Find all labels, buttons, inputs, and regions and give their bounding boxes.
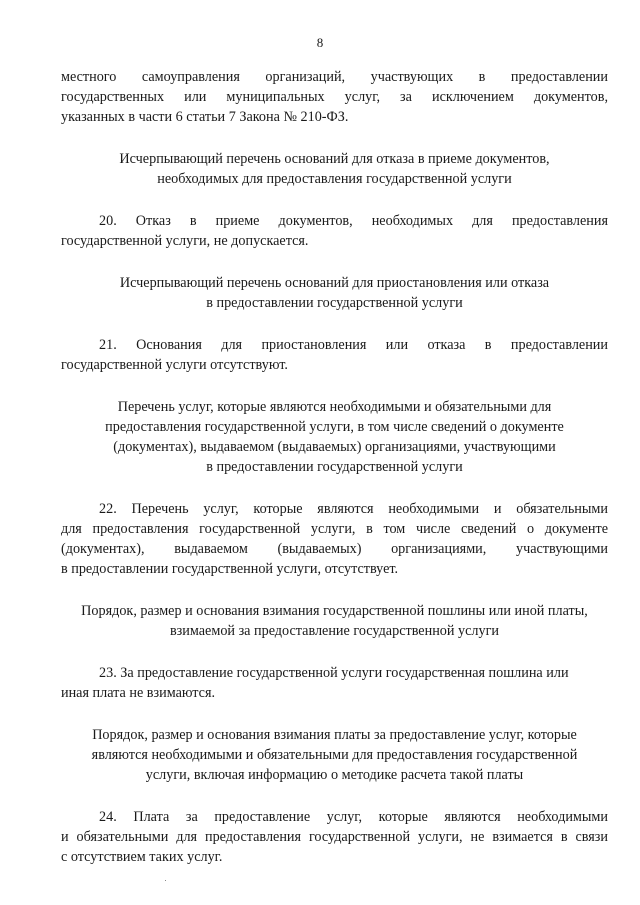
heading-line: Исчерпывающий перечень оснований для приостановления или отказа <box>119 275 550 291</box>
text-line: иная плата не взимаются. <box>61 685 216 701</box>
paragraph-24 <box>61 807 608 867</box>
heading-line: являются необходимыми и обязательными для предоставления государственной <box>91 747 578 763</box>
heading-line: Исчерпывающий перечень оснований для отказа в приеме документов, <box>119 151 550 167</box>
heading-line: Порядок, размер и основания взимания государственной пошлины или иной платы, <box>81 603 588 619</box>
scan-speck <box>165 880 166 881</box>
document-body <box>61 67 608 867</box>
paragraph-23 <box>61 663 608 703</box>
heading-line: (документах), выдаваемом (выдаваемых) организациями, участвующими <box>113 439 556 455</box>
heading-line: необходимых для предоставления государственной услуги <box>157 171 512 187</box>
text-line: 24. Плата за предоставление услуг, которые являются необходимыми <box>99 809 608 825</box>
text-line: государственной услуги отсутствуют. <box>61 357 288 373</box>
heading-line: услуги, включая информацию о методике расчета такой платы <box>145 767 524 783</box>
text-line: и обязательными для предоставления государственной услуги, не взимается в связи <box>61 829 608 845</box>
text-line: указанных в части 6 статьи 7 Закона № 210-ФЗ. <box>61 109 349 125</box>
heading-line: предоставления государственной услуги, в том числе сведений о документе <box>105 419 564 435</box>
text-line: 20. Отказ в приеме документов, необходимых для предоставления <box>99 213 608 229</box>
section-heading-state-fee <box>61 601 608 641</box>
text-line: 23. За предоставление государственной услуги государственная пошлина или <box>99 665 569 681</box>
text-line: государственной услуги, не допускается. <box>61 233 309 249</box>
heading-line: взимаемой за предоставление государственной услуги <box>169 623 499 639</box>
section-heading-suspension <box>61 273 608 313</box>
text-line: 22. Перечень услуг, которые являются необходимыми и обязательными <box>99 501 608 517</box>
section-heading-refusal-acceptance <box>61 149 608 189</box>
paragraph-20 <box>61 211 608 251</box>
paragraph-continuation <box>61 67 608 127</box>
heading-line: в предоставлении государственной услуги <box>206 459 463 475</box>
text-line: (документах), выдаваемом (выдаваемых) организациями, участвующими <box>61 541 608 557</box>
section-heading-required-services <box>61 397 608 477</box>
text-line: 21. Основания для приостановления или отказа в предоставлении <box>99 337 608 353</box>
text-line: государственных или муниципальных услуг, за исключением документов, <box>61 89 608 105</box>
text-line: с отсутствием таких услуг. <box>61 849 223 865</box>
text-line: для предоставления государственной услуги, в том числе сведений о документе <box>61 521 608 537</box>
text-line: местного самоуправления организаций, участвующих в предоставлении <box>61 69 608 85</box>
heading-line: Порядок, размер и основания взимания платы за предоставление услуг, которые <box>92 727 577 743</box>
paragraph-21 <box>61 335 608 375</box>
paragraph-22 <box>61 499 608 579</box>
page-number: 8 <box>316 35 324 50</box>
heading-line: Перечень услуг, которые являются необходимыми и обязательными для <box>117 399 552 415</box>
text-line: в предоставлении государственной услуги, отсутствует. <box>61 561 399 577</box>
heading-line: в предоставлении государственной услуги <box>206 295 463 311</box>
section-heading-service-fees <box>61 725 608 785</box>
